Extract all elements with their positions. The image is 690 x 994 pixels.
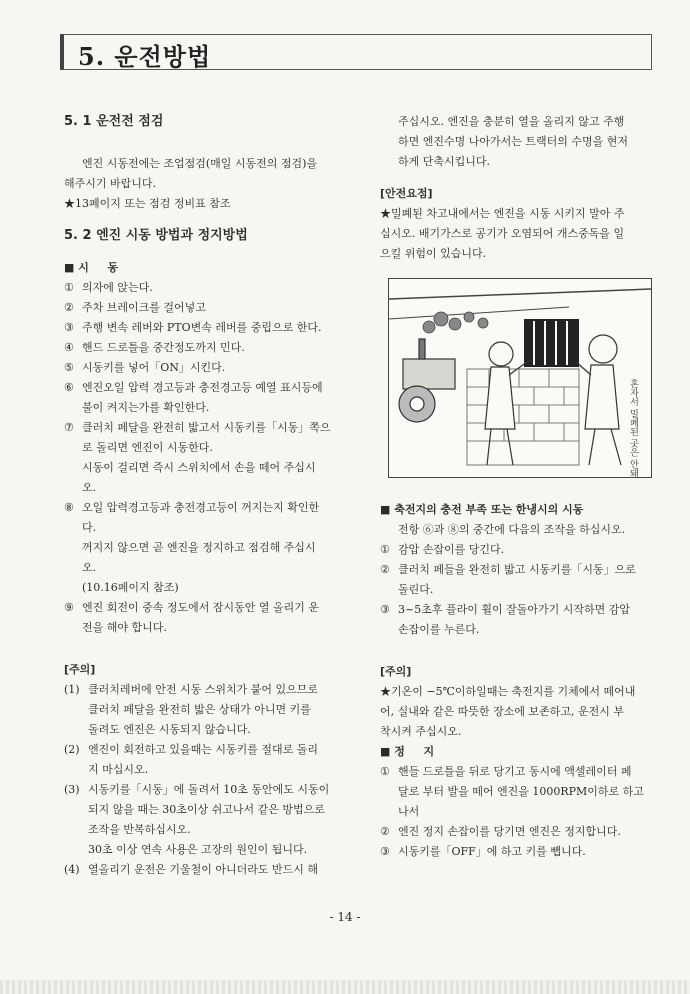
start-step-item: [64, 418, 346, 498]
start-step-number: ②: [64, 301, 74, 314]
left-column: [64, 112, 346, 880]
start-step-number: ⑨: [64, 601, 74, 614]
start-step-line: 오.: [82, 561, 97, 574]
cold-step-line: 3~5초후 플라이 휠이 잘돌아가기 시작하면 감압: [398, 603, 630, 616]
cold-step-item: [380, 540, 660, 560]
cold-step-item: [380, 560, 660, 600]
illustration-garage: [388, 278, 652, 478]
chapter-title-box: [60, 34, 652, 70]
stop-step-line: 달로 부터 발을 떼어 엔진을 1000RPM이하로 하고: [398, 785, 644, 798]
caution-item: [64, 680, 346, 740]
start-step-item: [64, 598, 346, 638]
start-step-text: [82, 378, 346, 418]
caution-line: 엔진이 회전하고 있을때는 시동키를 절대로 돌리: [88, 743, 319, 756]
caution-line: 클러치 페달을 완전히 밟은 상태가 아니면 키를: [88, 703, 311, 716]
start-step-number: ①: [64, 281, 74, 294]
cold-step-line: 돌린다.: [398, 583, 434, 596]
s51-text-2: 해주시기 바랍니다.: [64, 177, 157, 190]
stop-heading: ■ 정 지: [380, 745, 435, 758]
stop-step-number: ③: [380, 845, 390, 858]
cold-step-text: [398, 600, 660, 640]
start-step-number: ③: [64, 321, 74, 334]
stop-step-line: 핸들 드로틀을 뒤로 당기고 동시에 액셀레이터 페: [398, 765, 632, 778]
cold-step-number: ②: [380, 563, 390, 576]
safety-line: 십시오. 배기가스로 공기가 오염되어 개스중독을 일: [380, 227, 625, 240]
stop-step-text: [398, 842, 660, 862]
start-step-number: ⑧: [64, 501, 74, 514]
cold-step-text: [398, 560, 660, 600]
safety-heading: [안전요점]: [380, 187, 433, 200]
caution-line: 시동키를「시동」에 돌려서 10초 동안에도 시동이: [88, 783, 330, 796]
start-step-text: [82, 338, 346, 358]
start-step-number: ⑥: [64, 381, 74, 394]
cold-step-item: [380, 600, 660, 640]
caution-line: 돌려도 엔진은 시동되지 않습니다.: [88, 723, 251, 736]
start-step-line: 오.: [82, 481, 97, 494]
start-step-item: [64, 378, 346, 418]
s51-ref: ★13페이지 또는 점검 정비표 참조: [64, 197, 231, 210]
caution-list: [64, 680, 346, 880]
safety-line: 으킬 위험이 있습니다.: [380, 247, 487, 260]
continued-line: 하게 단축시킵니다.: [398, 155, 491, 168]
start-step-item: [64, 318, 346, 338]
stop-step-line: 엔진 정지 손잡이를 당기면 엔진은 정지합니다.: [398, 825, 621, 838]
start-step-number: ⑦: [64, 421, 74, 434]
start-step-line: 엔진 회전이 중속 정도에서 잠시동안 열 올리기 운: [82, 601, 319, 614]
chapter-title: 5. 운전방법: [78, 42, 212, 71]
start-step-line: 시동키를 넣어「ON」시킨다.: [82, 361, 226, 374]
stop-step-number: ①: [380, 765, 390, 778]
caution-line: 조작을 반복하십시오.: [88, 823, 191, 836]
caution-text: [88, 860, 346, 880]
caution-item: [64, 780, 346, 860]
section-5-2-heading: 5. 2 엔진 시동 방법과 정지방법: [64, 228, 248, 243]
right-column: [380, 112, 660, 862]
cold-step-number: ③: [380, 603, 390, 616]
caution-line: 클러치레버에 안전 시동 스위치가 붙어 있으므로: [88, 683, 319, 696]
start-heading: ■ 시 동: [64, 261, 119, 274]
stop-step-text: [398, 762, 660, 822]
cold-step-text: [398, 540, 660, 560]
caution-heading: [주의]: [64, 663, 96, 676]
start-step-text: [82, 318, 346, 338]
caution-number: (1): [64, 683, 80, 696]
page-number: - 14 -: [329, 910, 361, 924]
cold-start-intro: 전항 ⑥과 ⑧의 중간에 다음의 조작을 하십시오.: [398, 523, 626, 536]
caution-number: (4): [64, 863, 80, 876]
caution-line: 되지 않을 때는 30초이상 쉬고나서 같은 방법으로: [88, 803, 325, 816]
safety-line: ★밀폐된 차고내에서는 엔진을 시동 시키지 말아 주: [380, 207, 625, 220]
start-step-line: 시동이 걸리면 즉시 스위치에서 손을 떼어 주십시: [82, 461, 316, 474]
caution-text: [88, 740, 346, 780]
stop-step-item: [380, 762, 660, 822]
caution-line: 30초 이상 연속 사용은 고장의 원인이 됩니다.: [88, 843, 308, 856]
start-step-item: [64, 358, 346, 378]
start-step-line: (10.16페이지 참조): [82, 581, 179, 594]
start-step-number: ④: [64, 341, 74, 354]
caution-line: 열올리기 운전은 기울철이 아니더라도 반드시 해: [88, 863, 319, 876]
start-step-text: [82, 298, 346, 318]
stop-steps: [380, 762, 660, 862]
cold-start-steps: [380, 540, 660, 640]
caution-line: 지 마십시오.: [88, 763, 149, 776]
start-step-line: 꺼지지 않으면 곧 엔진을 정지하고 점검해 주십시: [82, 541, 316, 554]
caution-number: (2): [64, 743, 80, 756]
start-step-text: [82, 498, 346, 598]
scan-edge-strip: [0, 980, 690, 994]
start-step-line: 전을 해야 합니다.: [82, 621, 167, 634]
cold-step-line: 클러치 페들을 완전히 밟고 시동키를「시동」으로: [398, 563, 636, 576]
garage-cartoon-illustration: [389, 279, 651, 477]
caution2-line: 어, 실내와 같은 따뜻한 장소에 보존하고, 운전시 부: [380, 705, 624, 718]
caution-text: [88, 780, 346, 860]
stop-step-item: [380, 842, 660, 862]
illustration-caption: 혼자서 밀폐된 곳은 안돼: [628, 379, 638, 477]
start-step-item: [64, 278, 346, 298]
continued-text: [380, 112, 660, 172]
caution-number: (3): [64, 783, 80, 796]
start-step-text: [82, 418, 346, 498]
start-step-line: 주행 변속 레버와 PTO변속 레버를 중립으로 한다.: [82, 321, 322, 334]
start-step-line: 다.: [82, 521, 97, 534]
start-step-line: 의자에 앉는다.: [82, 281, 153, 294]
caution-item: [64, 860, 346, 880]
section-5-1-heading: 5. 1 운전전 점검: [64, 114, 164, 129]
caution-item: [64, 740, 346, 780]
start-step-item: [64, 338, 346, 358]
start-step-number: ⑤: [64, 361, 74, 374]
start-step-line: 핸드 드로틀을 중간정도까지 민다.: [82, 341, 245, 354]
cold-start-heading: ■ 축전지의 충전 부족 또는 한냉시의 시동: [380, 503, 584, 516]
start-step-text: [82, 358, 346, 378]
start-step-item: [64, 298, 346, 318]
caution2-text: [380, 682, 660, 742]
stop-step-line: 시동키를「OFF」에 하고 키를 뺍니다.: [398, 845, 586, 858]
continued-line: 주십시오. 엔진을 충분히 열을 올리지 않고 주행: [398, 115, 625, 128]
start-step-text: [82, 598, 346, 638]
start-step-text: [82, 278, 346, 298]
caution2-line: 착시켜 주십시오.: [380, 725, 462, 738]
safety-text: [380, 204, 660, 264]
caution-text: [88, 680, 346, 740]
stop-step-line: 나서: [398, 805, 420, 818]
s51-text-1: 엔진 시동전에는 조업점검(매일 시동전의 점검)을: [82, 157, 318, 170]
start-step-line: 오일 압력경고등과 충전경고등이 꺼지는지 확인한: [82, 501, 320, 514]
caution2-line: ★기온이 −5℃이하일때는 축전지를 기체에서 떼어내: [380, 685, 636, 698]
stop-step-text: [398, 822, 660, 842]
start-steps-list: [64, 278, 346, 638]
cold-step-number: ①: [380, 543, 390, 556]
start-step-item: [64, 498, 346, 598]
caution2-heading: [주의]: [380, 665, 412, 678]
start-step-line: 불이 켜지는가를 확인한다.: [82, 401, 210, 414]
continued-line: 하면 엔진수명 나아가서는 트랙터의 수명을 현저: [398, 135, 629, 148]
stop-step-item: [380, 822, 660, 842]
cold-step-line: 손잡이를 누른다.: [398, 623, 480, 636]
start-step-line: 엔진오일 압력 경고등과 충전경고등 예열 표시등에: [82, 381, 323, 394]
start-step-line: 로 돌리면 엔진이 시동한다.: [82, 441, 213, 454]
stop-step-number: ②: [380, 825, 390, 838]
start-step-line: 클러치 페달을 완전히 밟고서 시동키를「시동」쪽으: [82, 421, 331, 434]
start-step-line: 주차 브레이크를 걸어넣고: [82, 301, 206, 314]
cold-step-line: 감압 손잡이를 당긴다.: [398, 543, 505, 556]
